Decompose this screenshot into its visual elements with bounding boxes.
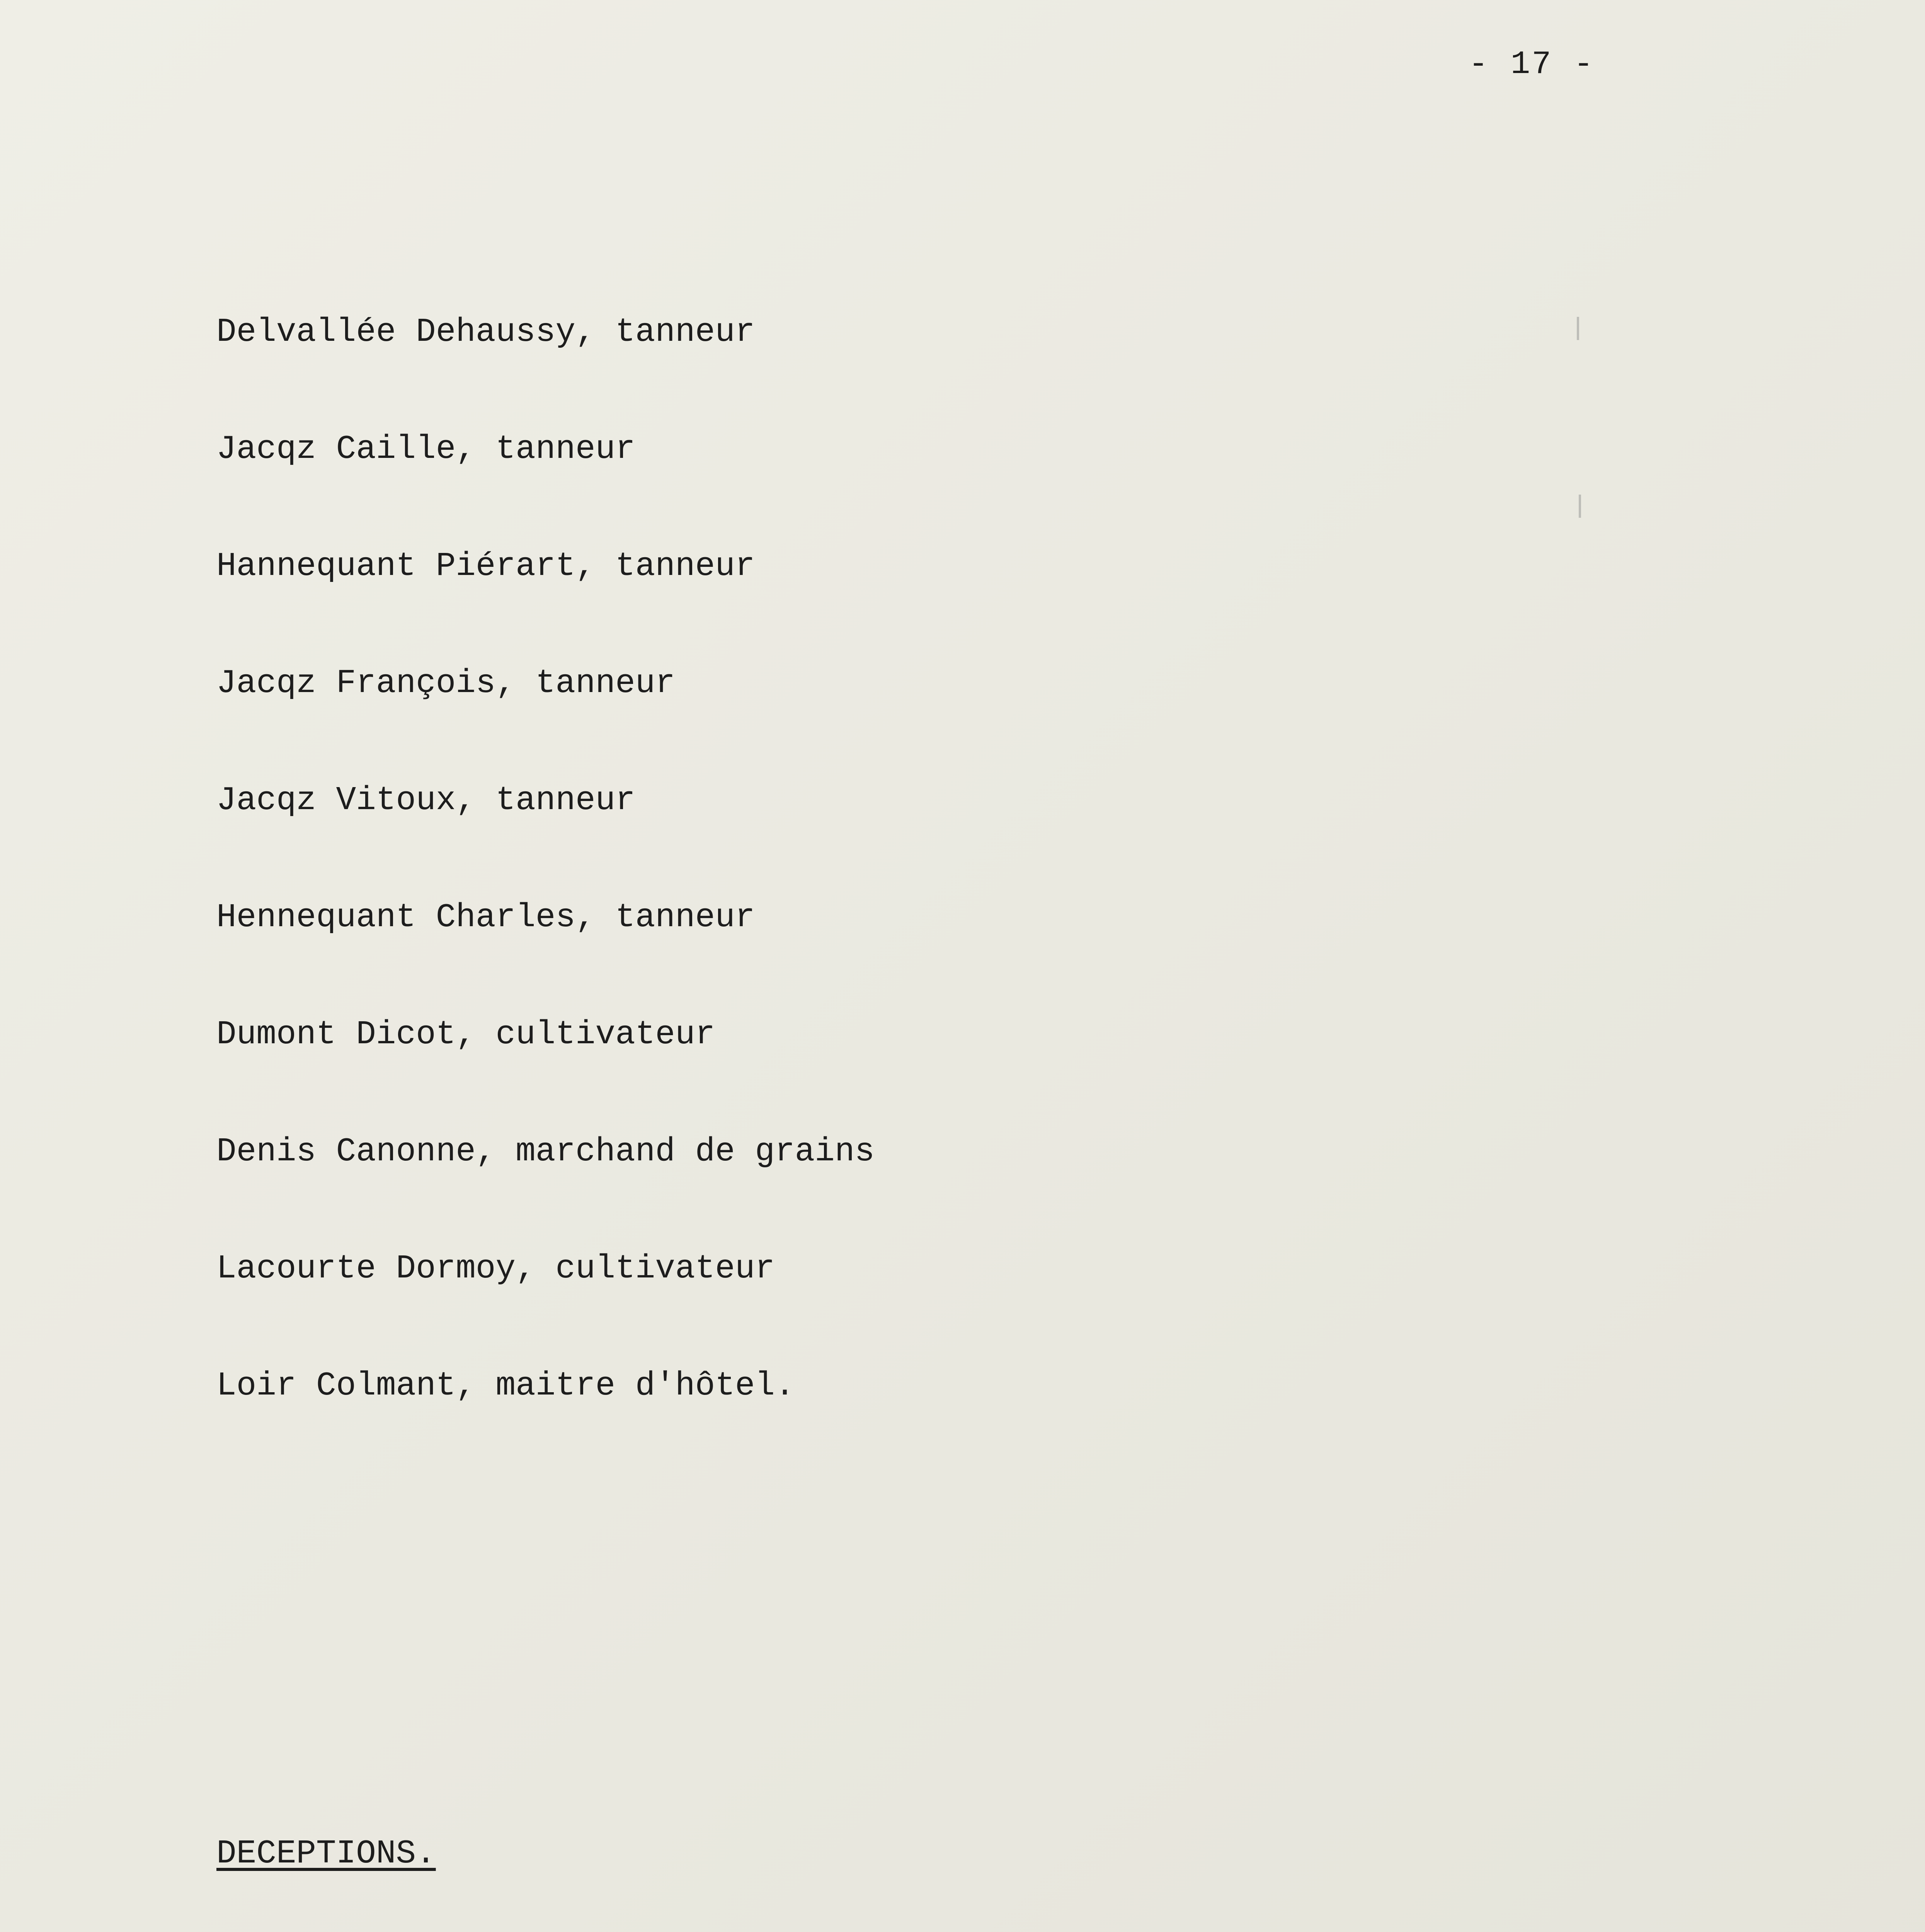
list-item: Delvallée Dehaussy, tanneur (216, 313, 755, 351)
list-item: Hannequant Piérart, tanneur (216, 547, 755, 585)
section-heading: DECEPTIONS. (216, 1835, 436, 1872)
list-item: Lacourte Dormoy, cultivateur (216, 1250, 775, 1287)
list-item: Hennequant Charles, tanneur (216, 898, 755, 936)
list-item: Denis Canonne, marchand de grains (216, 1133, 875, 1170)
list-item: Jacqz François, tanneur (216, 664, 675, 702)
document-body (216, 156, 1917, 1932)
list-item: Dumont Dicot, cultivateur (216, 1015, 715, 1053)
list-item: Jacqz Vitoux, tanneur (216, 781, 635, 819)
section-deceptions (216, 1756, 1917, 1932)
name-list (216, 235, 1917, 1483)
page-number: - 17 - (1469, 46, 1595, 83)
list-item: Jacqz Caille, tanneur (216, 430, 635, 468)
list-item: Loir Colmant, maitre d'hôtel. (216, 1367, 795, 1405)
